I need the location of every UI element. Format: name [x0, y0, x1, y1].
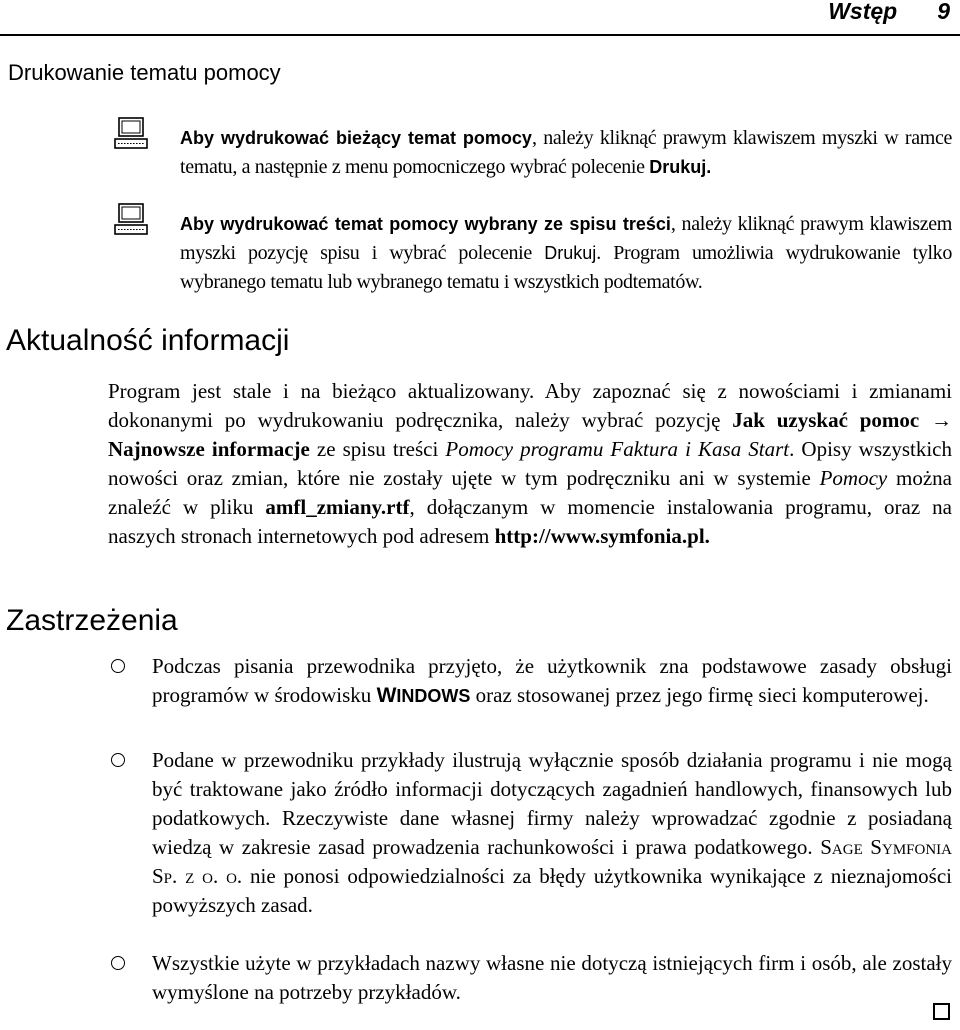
bullet-circle-icon: [111, 753, 125, 767]
website-url: http://www.symfonia.pl.: [494, 524, 710, 548]
text: Podane w przewodniku przykłady ilustrują wyłącznie sposób działania programu i nie mogą być traktowane jako źródło informacji dotyczących zagadnień handlowych, finansowych lub podatkowych. Rzeczywiste dane własnej firmy należy wprowadzać zgodnie z posiadaną wiedzą w zakresie zasad prowadzenia rachunkowości i prawa podatkowego.: [152, 748, 952, 859]
computer-icon: [113, 202, 149, 238]
heading-print-topic: Drukowanie tematu pomocy: [8, 60, 281, 85]
tip-text: , należy kliknąć prawym klawiszem myszki w ramce tematu, a następnie z menu pomocniczego wybrać polecenie: [180, 127, 953, 178]
text: oraz stosowanej przez jego firmę sieci komputerowej.: [470, 683, 929, 707]
page-number: 9: [937, 0, 950, 24]
arrow-icon: →: [919, 408, 952, 432]
section-end-square-icon: [933, 1003, 950, 1020]
text: ze spisu treści: [309, 437, 446, 461]
list-item-text: [152, 746, 952, 920]
menu-item-latest-info: Najnowsze informacje: [108, 437, 310, 461]
text: nie ponosi odpowiedzialności za błędy użytkownika wynikające z nieznajomości powyższych zasad.: [152, 864, 952, 917]
windows-rest: INDOWS: [396, 686, 471, 706]
tip-print-current: [180, 124, 952, 182]
help-title: Pomocy programu Faktura i Kasa Start: [445, 437, 790, 461]
tip-text: , należy kliknąć prawym klawiszem myszki pozycję spisu i wybrać polecenie: [180, 213, 952, 264]
text: , dołączanym w momencie instalowania programu, oraz na naszych stronach internetowych pod adresem: [108, 495, 952, 548]
bullet-circle-icon: [111, 956, 125, 970]
computer-icon: [113, 116, 149, 152]
company-name: Sage Symfonia Sp. z o. o.: [152, 835, 952, 888]
list-item-text: Wszystkie użyte w przykładach nazwy własne nie dotyczą istniejących firm i osób, ale zostały wymyślone na potrzeby przykładów.: [152, 951, 952, 1004]
command-drukuj: Drukuj: [544, 243, 597, 263]
running-header: [0, 0, 960, 36]
header-text: [828, 0, 950, 25]
windows-name: [377, 686, 471, 706]
tip-bold-text: Aby wydrukować temat pomocy wybrany ze spisu treści: [180, 214, 671, 234]
text: Program jest stale i na bieżąco aktualizowany. Aby zapoznać się z nowościami i zmianami dokonanymi po wydrukowaniu podręcznika, należy wybrać pozycję: [108, 379, 952, 432]
text: można znaleźć w pliku: [108, 466, 952, 519]
heading-updates: Aktualność informacji: [6, 324, 290, 357]
text: . Opisy wszystkich nowości oraz zmian, które nie zostały ujęte w tym podręczniku ani w systemie: [108, 437, 952, 490]
text: Podczas pisania przewodnika przyjęto, że użytkownik zna podstawowe zasady obsługi programów w środowisku: [152, 654, 952, 707]
updates-paragraph: [108, 377, 952, 551]
list-item-text: [152, 652, 952, 711]
help-system-name: Pomocy: [819, 466, 888, 490]
tip-bold-text: Aby wydrukować bieżący temat pomocy: [180, 128, 532, 148]
heading-disclaimers: Zastrzeżenia: [6, 604, 178, 637]
bullet-circle-icon: [111, 659, 125, 673]
menu-item-help: Jak uzyskać pomoc: [732, 408, 920, 432]
windows-initial: W: [376, 684, 397, 707]
tip-print-from-contents: [180, 210, 952, 297]
chapter-title: Wstęp: [828, 0, 898, 24]
tip-text-tail: . Program umożliwia wydrukowanie tylko wybranego tematu lub wybranego tematu i wszystkich podtematów.: [180, 242, 952, 293]
command-drukuj: Drukuj.: [649, 157, 712, 177]
filename: amfl_zmiany.rtf: [265, 495, 410, 519]
